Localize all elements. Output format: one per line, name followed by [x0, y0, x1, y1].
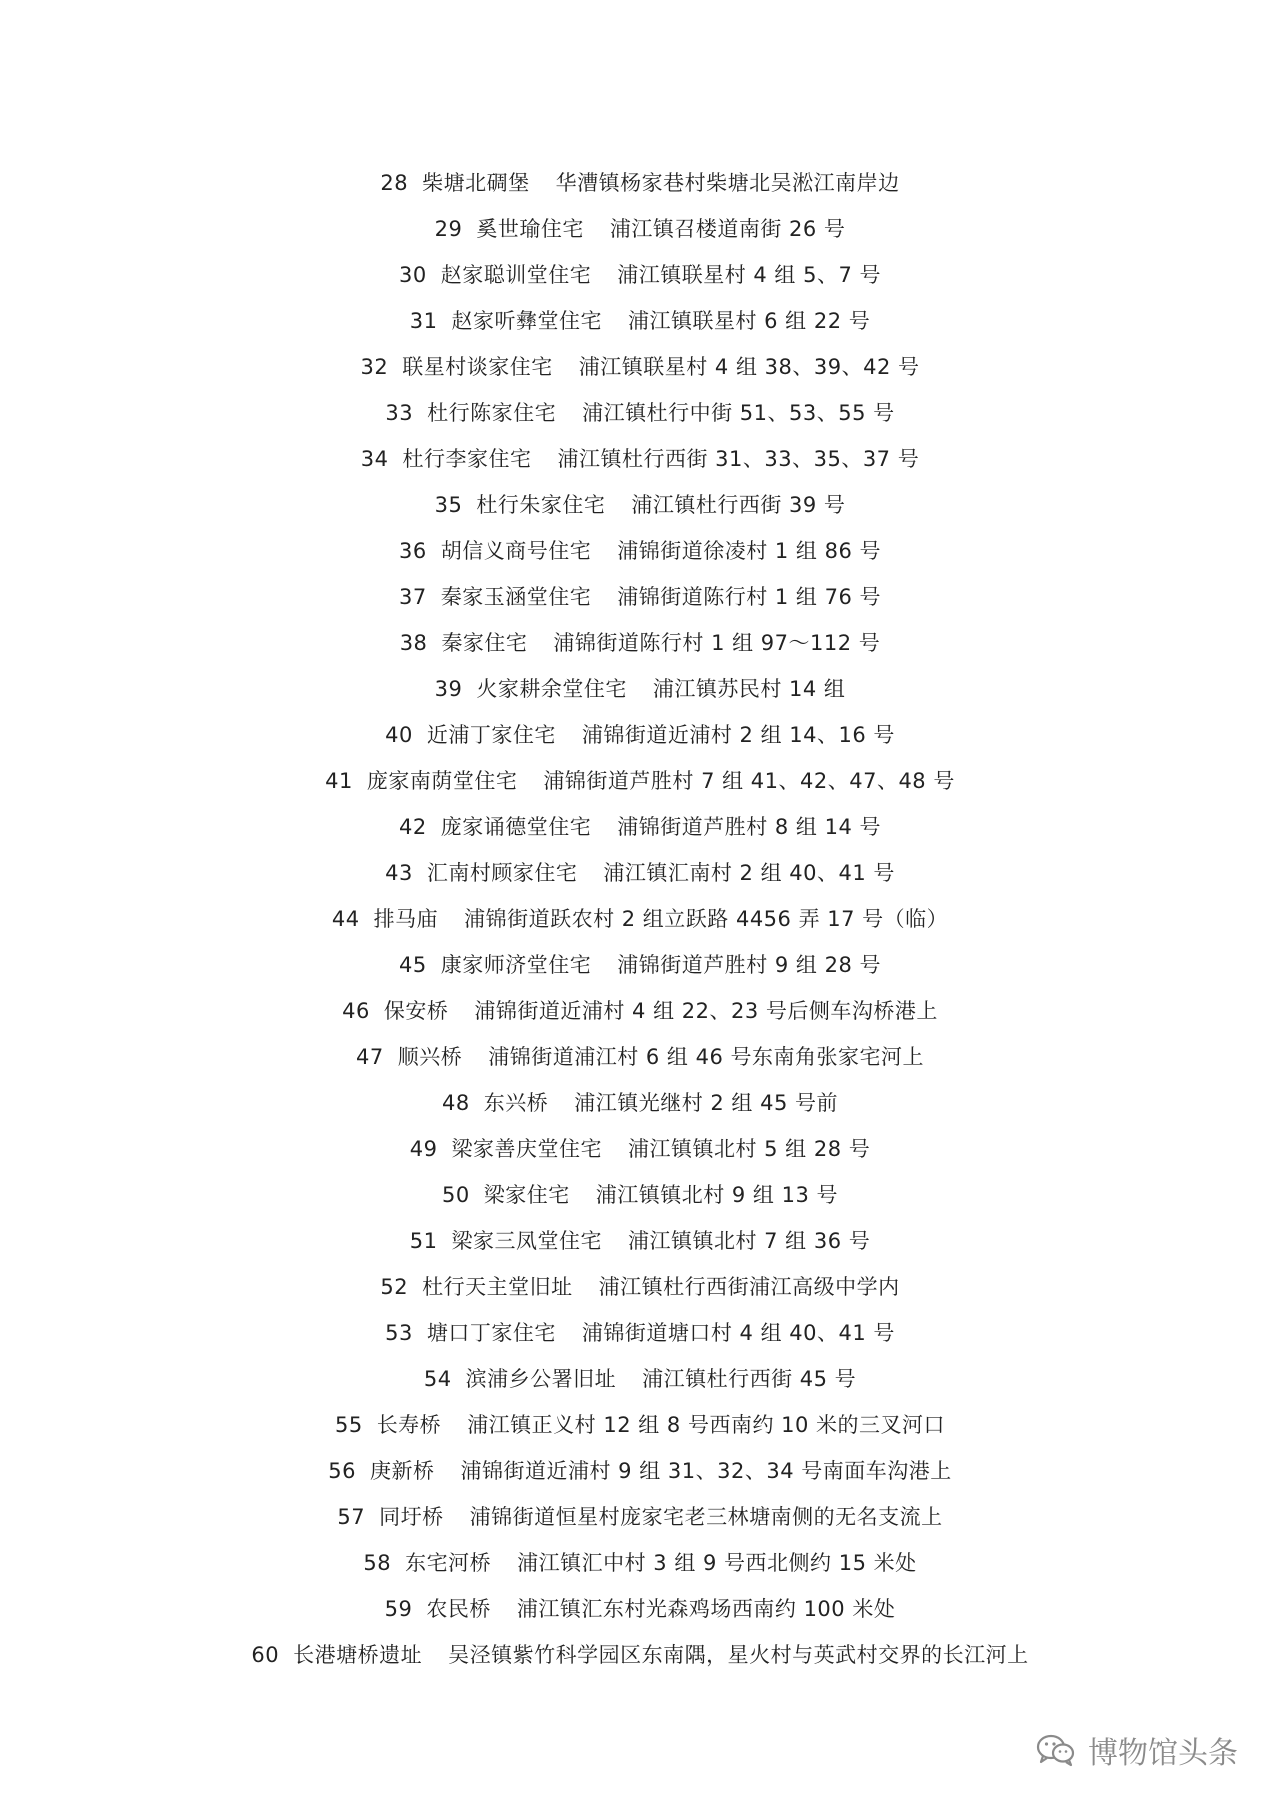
site-name: 杜行陈家住宅 — [427, 401, 557, 425]
site-address: 浦江镇汇东村光森鸡场西南约 100 米处 — [516, 1597, 896, 1621]
list-item — [0, 1034, 1280, 1080]
site-name: 秦家住宅 — [441, 631, 528, 655]
site-name: 顺兴桥 — [397, 1045, 463, 1069]
entry-number: 32 — [360, 355, 389, 379]
list-item — [0, 712, 1280, 758]
site-address: 浦锦街道近浦村 4 组 22、23 号后侧车沟桥港上 — [474, 999, 938, 1023]
watermark — [1036, 1728, 1238, 1772]
entry-number: 30 — [398, 263, 427, 287]
list-item — [0, 1356, 1280, 1402]
site-address: 吴泾镇紫竹科学园区东南隅，星火村与英武村交界的长江河上 — [448, 1643, 1029, 1667]
entry-number: 50 — [441, 1183, 470, 1207]
entry-number: 45 — [398, 953, 427, 977]
site-name: 柴塘北碉堡 — [422, 171, 530, 195]
list-item — [0, 1218, 1280, 1264]
entry-number: 42 — [398, 815, 427, 839]
list-item — [0, 620, 1280, 666]
site-name: 长寿桥 — [376, 1413, 442, 1437]
entry-number: 53 — [385, 1321, 413, 1345]
site-address: 浦锦街道跃农村 2 组立跃路 4456 弄 17 号（临） — [464, 907, 949, 931]
list-item — [0, 758, 1280, 804]
site-name: 康家师济堂住宅 — [440, 953, 592, 977]
list-item — [0, 574, 1280, 620]
entry-number: 48 — [441, 1091, 470, 1115]
list-item — [0, 436, 1280, 482]
site-address: 浦江镇联星村 4 组 5、7 号 — [617, 263, 882, 287]
entry-number: 59 — [384, 1597, 413, 1621]
list-item — [0, 160, 1280, 206]
site-name: 庞家诵德堂住宅 — [440, 815, 592, 839]
entry-number: 52 — [380, 1275, 409, 1299]
site-address: 浦锦街道浦江村 6 组 46 号东南角张家宅河上 — [488, 1045, 925, 1069]
list-item — [0, 528, 1280, 574]
heritage-site-list — [0, 160, 1280, 1678]
site-address: 浦江镇杜行西街浦江高级中学内 — [598, 1275, 900, 1299]
site-address: 浦江镇杜行中街 51、53、55 号 — [582, 401, 895, 425]
site-address: 浦锦街道恒星村庞家宅老三林塘南侧的无名支流上 — [469, 1505, 943, 1529]
site-address: 浦江镇镇北村 5 组 28 号 — [627, 1137, 871, 1161]
entry-number: 28 — [380, 171, 409, 195]
entry-number: 43 — [385, 861, 413, 885]
site-name: 胡信义商号住宅 — [440, 539, 592, 563]
entry-number: 54 — [423, 1367, 452, 1391]
site-name: 庞家南荫堂住宅 — [366, 769, 518, 793]
site-address: 浦江镇杜行西街 45 号 — [642, 1367, 857, 1391]
site-name: 长港塘桥遗址 — [293, 1643, 423, 1667]
site-name: 排马庙 — [373, 907, 439, 931]
list-item — [0, 1310, 1280, 1356]
site-name: 奚世瑜住宅 — [476, 217, 584, 241]
site-address: 浦锦街道陈行村 1 组 97～112 号 — [553, 631, 881, 655]
list-item — [0, 298, 1280, 344]
site-address: 浦锦街道塘口村 4 组 40、41 号 — [581, 1321, 895, 1345]
site-name: 保安桥 — [383, 999, 449, 1023]
site-address: 华漕镇杨家巷村柴塘北吴淞江南岸边 — [555, 171, 900, 195]
site-name: 梁家三凤堂住宅 — [451, 1229, 602, 1253]
entry-number: 55 — [334, 1413, 363, 1437]
site-name: 杜行朱家住宅 — [476, 493, 606, 517]
list-item — [0, 206, 1280, 252]
entry-number: 35 — [434, 493, 463, 517]
site-name: 东宅河桥 — [405, 1551, 492, 1575]
site-address: 浦江镇杜行西街 39 号 — [631, 493, 846, 517]
list-item — [0, 252, 1280, 298]
entry-number: 33 — [385, 401, 414, 425]
site-address: 浦锦街道近浦村 9 组 31、32、34 号南面车沟港上 — [460, 1459, 952, 1483]
entry-number: 44 — [331, 907, 360, 931]
list-item — [0, 804, 1280, 850]
site-address: 浦江镇镇北村 9 组 13 号 — [595, 1183, 839, 1207]
site-name: 东兴桥 — [483, 1091, 549, 1115]
entry-number: 57 — [337, 1505, 366, 1529]
site-name: 近浦丁家住宅 — [426, 723, 556, 747]
entry-number: 31 — [409, 309, 438, 333]
entry-number: 56 — [328, 1459, 356, 1483]
site-address: 浦锦街道徐凌村 1 组 86 号 — [617, 539, 882, 563]
entry-number: 39 — [434, 677, 463, 701]
site-address: 浦锦街道近浦村 2 组 14、16 号 — [581, 723, 895, 747]
entry-number: 60 — [251, 1643, 280, 1667]
site-address: 浦江镇苏民村 14 组 — [652, 677, 846, 701]
site-address: 浦江镇汇南村 2 组 40、41 号 — [603, 861, 895, 885]
site-name: 联星村谈家住宅 — [402, 355, 553, 379]
site-address: 浦锦街道芦胜村 9 组 28 号 — [617, 953, 882, 977]
site-address: 浦江镇联星村 6 组 22 号 — [627, 309, 871, 333]
site-address: 浦江镇正义村 12 组 8 号西南约 10 米的三叉河口 — [467, 1413, 946, 1437]
entry-number: 36 — [398, 539, 427, 563]
list-item — [0, 1264, 1280, 1310]
entry-number: 49 — [409, 1137, 438, 1161]
site-address: 浦江镇联星村 4 组 38、39、42 号 — [578, 355, 920, 379]
list-item — [0, 344, 1280, 390]
entry-number: 58 — [363, 1551, 392, 1575]
list-item — [0, 896, 1280, 942]
site-name: 杜行李家住宅 — [402, 447, 532, 471]
list-item — [0, 1172, 1280, 1218]
list-item — [0, 850, 1280, 896]
site-name: 滨浦乡公署旧址 — [465, 1367, 617, 1391]
list-item — [0, 1586, 1280, 1632]
list-item — [0, 1448, 1280, 1494]
entry-number: 37 — [398, 585, 427, 609]
list-item — [0, 482, 1280, 528]
list-item — [0, 988, 1280, 1034]
site-address: 浦锦街道陈行村 1 组 76 号 — [617, 585, 882, 609]
site-name: 梁家住宅 — [483, 1183, 570, 1207]
entry-number: 40 — [385, 723, 413, 747]
site-name: 汇南村顾家住宅 — [426, 861, 578, 885]
entry-number: 47 — [355, 1045, 384, 1069]
site-name: 赵家听彝堂住宅 — [451, 309, 602, 333]
site-address: 浦江镇光继村 2 组 45 号前 — [574, 1091, 839, 1115]
watermark-text: 博物馆头条 — [1088, 1736, 1238, 1771]
list-item — [0, 1540, 1280, 1586]
site-name: 杜行天主堂旧址 — [422, 1275, 573, 1299]
list-item — [0, 1126, 1280, 1172]
site-name: 梁家善庆堂住宅 — [451, 1137, 602, 1161]
wechat-icon — [1036, 1733, 1076, 1767]
site-name: 秦家玉涵堂住宅 — [440, 585, 592, 609]
list-item — [0, 1402, 1280, 1448]
site-name: 庚新桥 — [370, 1459, 435, 1483]
site-name: 同圩桥 — [379, 1505, 444, 1529]
site-address: 浦江镇镇北村 7 组 36 号 — [627, 1229, 871, 1253]
list-item — [0, 1080, 1280, 1126]
list-item — [0, 390, 1280, 436]
entry-number: 51 — [409, 1229, 438, 1253]
entry-number: 41 — [325, 769, 353, 793]
list-item — [0, 1494, 1280, 1540]
site-address: 浦江镇召楼道南街 26 号 — [609, 217, 846, 241]
entry-number: 29 — [434, 217, 463, 241]
site-address: 浦江镇杜行西街 31、33、35、37 号 — [557, 447, 920, 471]
entry-number: 38 — [399, 631, 428, 655]
site-address: 浦锦街道芦胜村 8 组 14 号 — [617, 815, 882, 839]
site-name: 赵家聪训堂住宅 — [440, 263, 592, 287]
site-name: 农民桥 — [426, 1597, 491, 1621]
site-address: 浦江镇汇中村 3 组 9 号西北侧约 15 米处 — [517, 1551, 917, 1575]
site-name: 火家耕余堂住宅 — [476, 677, 627, 701]
site-name: 塘口丁家住宅 — [426, 1321, 556, 1345]
entry-number: 46 — [342, 999, 370, 1023]
entry-number: 34 — [360, 447, 389, 471]
list-item — [0, 1632, 1280, 1678]
list-item — [0, 666, 1280, 712]
site-address: 浦锦街道芦胜村 7 组 41、42、47、48 号 — [543, 769, 955, 793]
list-item — [0, 942, 1280, 988]
